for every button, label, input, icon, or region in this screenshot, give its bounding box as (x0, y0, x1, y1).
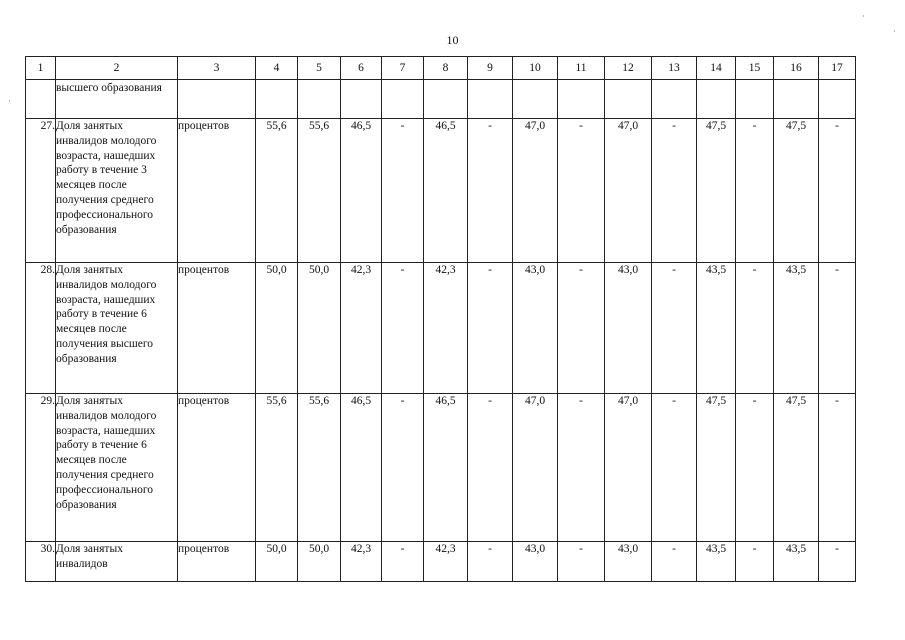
header-cell-2: 2 (56, 57, 178, 80)
cell-value-col8: 42,3 (424, 263, 468, 394)
cell-value-col7: - (382, 542, 424, 582)
header-cell-14: 14 (697, 57, 736, 80)
cell-unit: процентов (178, 119, 256, 263)
cell-value-col9: - (468, 394, 513, 542)
cell-value-col10: 47,0 (513, 394, 558, 542)
cell-value-col11: - (558, 542, 605, 582)
cell-value-col11: - (558, 263, 605, 394)
header-cell-11: 11 (558, 57, 605, 80)
scan-speck: · (8, 97, 11, 106)
cell-value-col7: - (382, 119, 424, 263)
header-cell-4: 4 (256, 57, 298, 80)
header-cell-9: 9 (468, 57, 513, 80)
cell-unit (178, 80, 256, 119)
cell-value-col6: 46,5 (341, 119, 382, 263)
table-row (26, 119, 856, 263)
header-cell-5: 5 (298, 57, 341, 80)
cell-value-col15: - (736, 542, 774, 582)
header-cell-8: 8 (424, 57, 468, 80)
cell-value-col17: - (819, 542, 856, 582)
header-cell-3: 3 (178, 57, 256, 80)
cell-value-col15: - (736, 119, 774, 263)
header-cell-1: 1 (26, 57, 56, 80)
table-row (26, 263, 856, 394)
indicators-table (25, 56, 856, 582)
cell-value-col5: 50,0 (298, 263, 341, 394)
cell-value-col5: 55,6 (298, 394, 341, 542)
cell-num: 27. (26, 119, 56, 263)
cell-num: 29. (26, 394, 56, 542)
table-row (26, 542, 856, 582)
cell-value-col17: - (819, 119, 856, 263)
cell-description: Доля занятых инвалидов молодого возраста, нашедших работу в течение 3 месяцев после получения среднего профессионального образования (56, 119, 178, 263)
cell-value-col14: 43,5 (697, 263, 736, 394)
cell-value-col16: 43,5 (774, 542, 819, 582)
header-cell-12: 12 (605, 57, 652, 80)
cell-unit: процентов (178, 394, 256, 542)
cell-description: Доля занятых инвалидов молодого возраста, нашедших работу в течение 6 месяцев после получения высшего образования (56, 263, 178, 394)
cell-value-col9: - (468, 542, 513, 582)
header-cell-13: 13 (652, 57, 697, 80)
cell-value-col4: 55,6 (256, 394, 298, 542)
header-cell-10: 10 (513, 57, 558, 80)
cell-description: Доля занятых инвалидов молодого возраста, нашедших работу в течение 6 месяцев после получения среднего профессионального образования (56, 394, 178, 542)
cell-value-col8: 46,5 (424, 119, 468, 263)
cell-value-col10: 47,0 (513, 119, 558, 263)
cell-unit: процентов (178, 542, 256, 582)
header-cell-15: 15 (736, 57, 774, 80)
cell-num: 28. (26, 263, 56, 394)
cell-description: Доля занятых инвалидов (56, 542, 178, 582)
cell-num: 30. (26, 542, 56, 582)
cell-value-col12: 47,0 (605, 119, 652, 263)
cell-value-col13: - (652, 542, 697, 582)
cell-value-col8: 46,5 (424, 394, 468, 542)
cell-value-col7: - (382, 394, 424, 542)
cell-value-col4: 50,0 (256, 263, 298, 394)
cell-value-col15: - (736, 263, 774, 394)
header-row (26, 57, 856, 80)
cell-value-col6: 42,3 (341, 542, 382, 582)
table-row (26, 394, 856, 542)
header-cell-17: 17 (819, 57, 856, 80)
cell-value-col10: 43,0 (513, 263, 558, 394)
cell-value-col5: 55,6 (298, 119, 341, 263)
cell-value-col5: 50,0 (298, 542, 341, 582)
cell-value-col16: 43,5 (774, 263, 819, 394)
cell-value-col11: - (558, 394, 605, 542)
cell-value-col17: - (819, 263, 856, 394)
cell-value-col17: - (819, 394, 856, 542)
cell-value-col4: 55,6 (256, 119, 298, 263)
cell-value-col9: - (468, 263, 513, 394)
header-cell-6: 6 (341, 57, 382, 80)
header-cell-16: 16 (774, 57, 819, 80)
cell-description: высшего образования (56, 80, 178, 119)
cell-value-col14: 43,5 (697, 542, 736, 582)
cell-value-col11: - (558, 119, 605, 263)
cell-value-col14: 47,5 (697, 119, 736, 263)
page-number: 10 (446, 33, 459, 47)
cell-value-col12: 43,0 (605, 263, 652, 394)
scan-speck: · (862, 12, 865, 21)
cell-unit: процентов (178, 263, 256, 394)
cell-value-col8: 42,3 (424, 542, 468, 582)
cell-value-col13: - (652, 263, 697, 394)
continuation-row (26, 80, 856, 119)
cell-value-col12: 43,0 (605, 542, 652, 582)
cell-value-col9: - (468, 119, 513, 263)
cell-value-col6: 46,5 (341, 394, 382, 542)
cell-value-col10: 43,0 (513, 542, 558, 582)
cell-value-col13: - (652, 394, 697, 542)
cell-value-col15: - (736, 394, 774, 542)
cell-value-col6: 42,3 (341, 263, 382, 394)
cell-value-col7: - (382, 263, 424, 394)
cell-value-col14: 47,5 (697, 394, 736, 542)
scan-speck: · (893, 27, 896, 36)
cell-value-col13: - (652, 119, 697, 263)
header-cell-7: 7 (382, 57, 424, 80)
cell-value-col12: 47,0 (605, 394, 652, 542)
cell-value-col16: 47,5 (774, 119, 819, 263)
cell-num (26, 80, 56, 119)
cell-value-col16: 47,5 (774, 394, 819, 542)
cell-value-col4: 50,0 (256, 542, 298, 582)
